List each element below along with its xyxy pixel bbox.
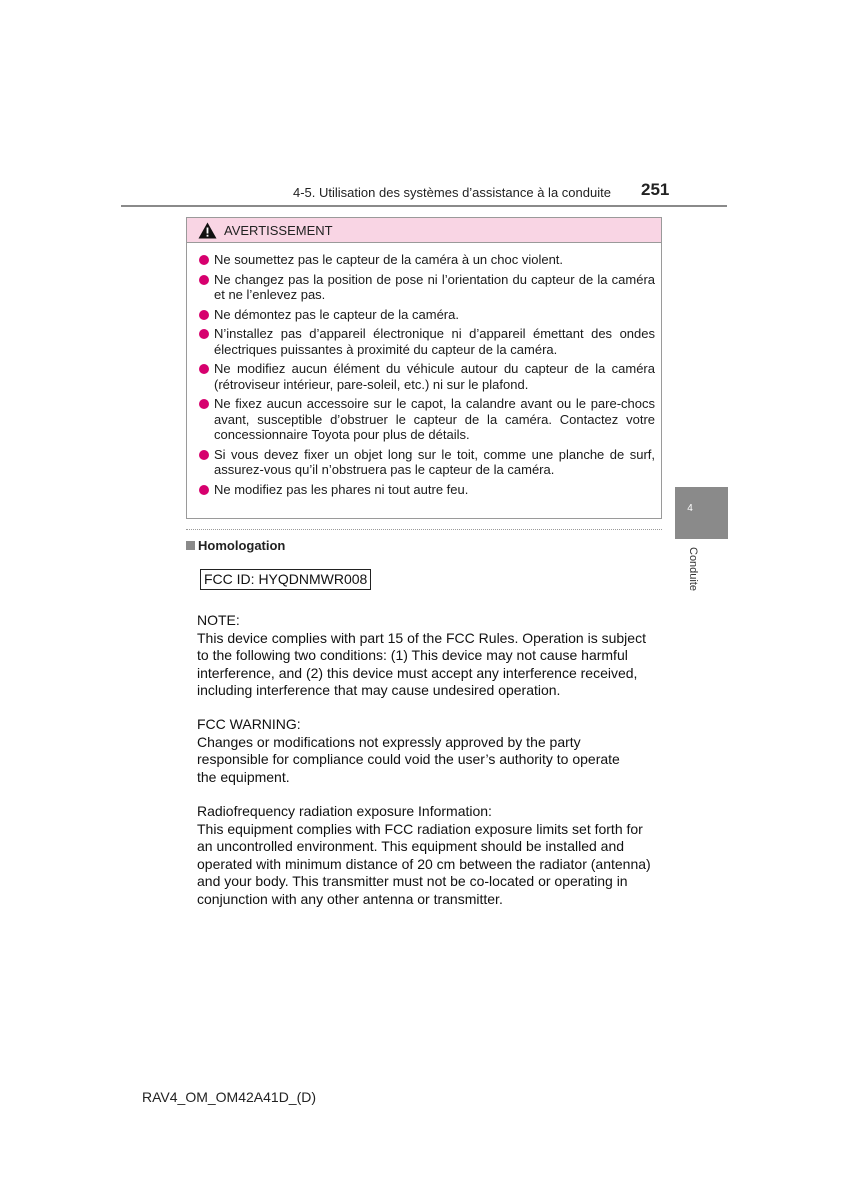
text-line: operated with minimum distance of 20 cm between the radiator (antenna) bbox=[197, 855, 651, 872]
fcc-warning bbox=[197, 716, 620, 786]
warning-item bbox=[199, 307, 655, 323]
text-line: Radiofrequency radiation exposure Information: bbox=[197, 803, 492, 819]
warning-item bbox=[199, 252, 655, 268]
text-line: This equipment complies with FCC radiation exposure limits set forth for bbox=[197, 820, 643, 837]
square-bullet-icon bbox=[186, 541, 195, 550]
radio-exposure-info bbox=[197, 803, 651, 908]
bullet-icon bbox=[199, 255, 209, 265]
text-line: an uncontrolled environment. This equipment should be installed and bbox=[197, 838, 625, 854]
text-line: responsible for compliance could void the user’s authority to operate bbox=[197, 751, 620, 767]
bullet-icon bbox=[199, 275, 209, 285]
warning-box bbox=[186, 217, 662, 519]
page-number: 251 bbox=[641, 180, 670, 199]
warning-item-text: Ne modifiez aucun élément du véhicule autour du capteur de la caméra (rétroviseur intérieur, pare-soleil, etc.) ni sur le plafond. bbox=[214, 361, 655, 392]
warning-header bbox=[187, 218, 661, 243]
text-line: FCC WARNING: bbox=[197, 716, 301, 732]
dotted-divider bbox=[186, 529, 662, 530]
warning-item-text: Ne changez pas la position de pose ni l’orientation du capteur de la caméra et ne l’enlevez pas. bbox=[214, 271, 655, 302]
bullet-icon bbox=[199, 485, 209, 495]
chapter-number: 4 bbox=[687, 503, 693, 514]
warning-item-text: Ne modifiez pas les phares ni tout autre feu. bbox=[214, 481, 469, 497]
text-line: interference, and (2) this device must accept any interference received, bbox=[197, 664, 638, 681]
chapter-tab[interactable] bbox=[675, 487, 728, 539]
warning-item bbox=[199, 482, 655, 498]
warning-item bbox=[199, 272, 655, 303]
text-line: including interference that may cause undesired operation. bbox=[197, 682, 561, 698]
fcc-note bbox=[197, 612, 646, 700]
chapter-label: Conduite bbox=[687, 547, 699, 592]
header-rule bbox=[121, 205, 727, 207]
footer-code: RAV4_OM_OM42A41D_(D) bbox=[142, 1089, 317, 1105]
warning-item-text: Ne démontez pas le capteur de la caméra. bbox=[214, 306, 459, 322]
bullet-icon bbox=[199, 450, 209, 460]
text-line: and your body. This transmitter must not be co-located or operating in bbox=[197, 873, 628, 889]
warning-item bbox=[199, 361, 655, 392]
warning-item bbox=[199, 447, 655, 478]
warning-item-text: N’installez pas d’appareil électronique ni d’appareil émettant des ondes électriques puissantes à proximité du capteur de la caméra. bbox=[214, 326, 655, 357]
warning-item-text: Ne fixez aucun accessoire sur le capot, la calandre avant ou le pare-chocs avant, susceptible d’obstruer le capteur de la caméra. Contactez votre concessionnaire Toyota pour plus de détails. bbox=[214, 396, 655, 442]
bullet-icon bbox=[199, 310, 209, 320]
warning-title: AVERTISSEMENT bbox=[224, 222, 333, 238]
homologation-heading bbox=[186, 538, 285, 553]
text-line: to the following two conditions: (1) This device may not cause harmful bbox=[197, 647, 628, 663]
warning-list bbox=[187, 243, 661, 497]
bullet-icon bbox=[199, 364, 209, 374]
text-line: Changes or modifications not expressly approved by the party bbox=[197, 733, 581, 750]
warning-item-text: Si vous devez fixer un objet long sur le toit, comme une planche de surf, assurez-vous qu’il n’obstruera pas le capteur de la caméra. bbox=[214, 446, 655, 477]
bullet-icon bbox=[199, 329, 209, 339]
homologation-heading-text: Homologation bbox=[198, 538, 286, 553]
fcc-id-box: FCC ID: HYQDNMWR008 bbox=[200, 569, 371, 590]
text-line: the equipment. bbox=[197, 768, 290, 785]
warning-item bbox=[199, 396, 655, 443]
bullet-icon bbox=[199, 399, 209, 409]
section-title: 4-5. Utilisation des systèmes d’assistance à la conduite bbox=[293, 185, 611, 200]
warning-triangle-icon bbox=[198, 222, 217, 239]
warning-item bbox=[199, 326, 655, 357]
text-line: This device complies with part 15 of the FCC Rules. Operation is subject bbox=[197, 629, 646, 646]
text-line: NOTE: bbox=[197, 612, 240, 628]
warning-item-text: Ne soumettez pas le capteur de la caméra à un choc violent. bbox=[214, 252, 564, 267]
text-line: conjunction with any other antenna or transmitter. bbox=[197, 890, 503, 907]
